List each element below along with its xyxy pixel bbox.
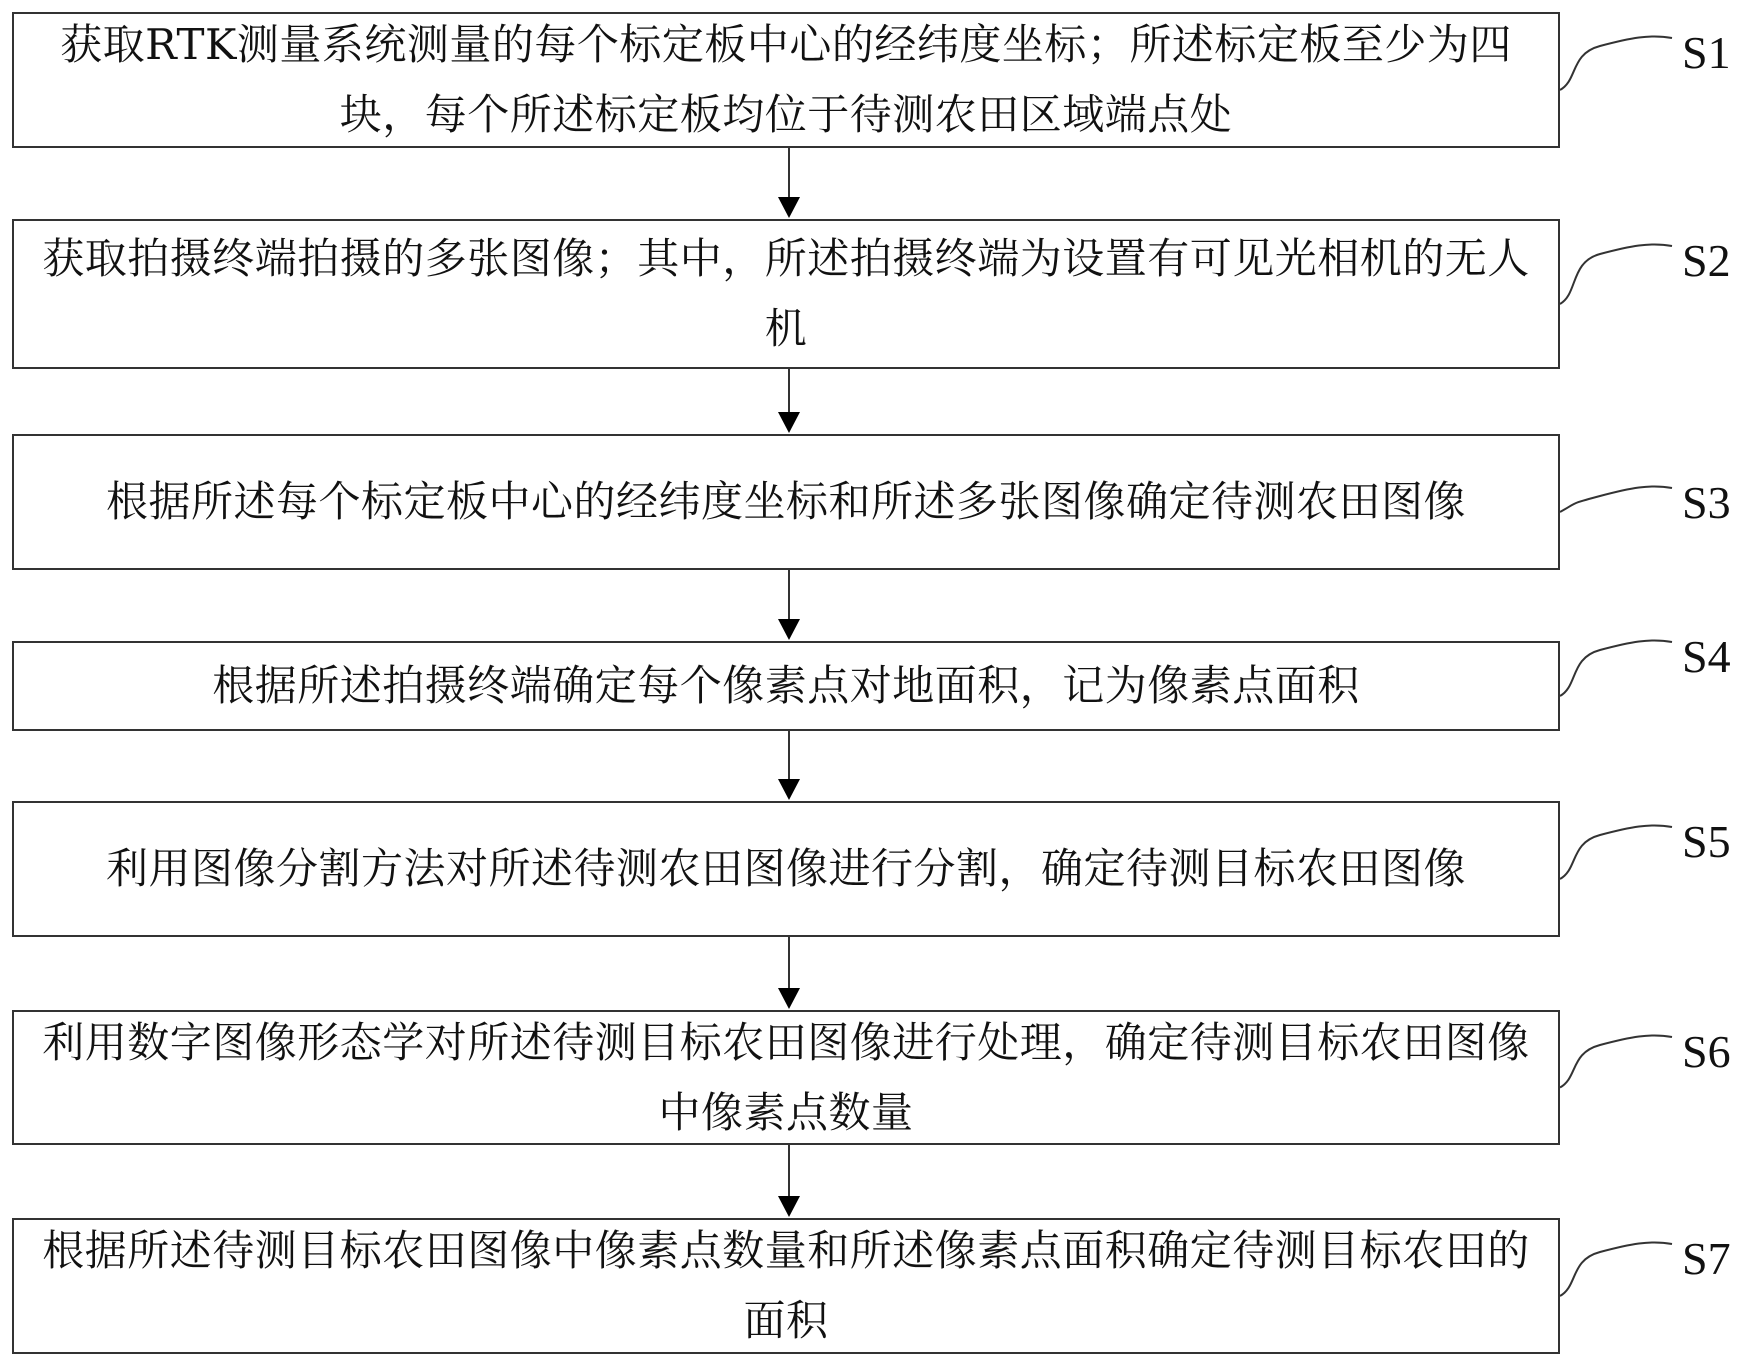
- step-label-s5: S5: [1682, 816, 1731, 867]
- step-box-s5: [12, 801, 1560, 937]
- step-box-s4: [12, 641, 1560, 731]
- leader-line-s5: [1560, 825, 1672, 879]
- step-text-s7: 根据所述待测目标农田图像中像素点数量和所述像素点面积确定待测目标农田的面积: [42, 1226, 1530, 1345]
- step-text-s6: 利用数字图像形态学对所述待测目标农田图像进行处理，确定待测目标农田图像中像素点数量: [42, 1017, 1530, 1137]
- step-text-s5: 利用图像分割方法对所述待测农田图像进行分割，确定待测目标农田图像: [105, 844, 1466, 893]
- arrow-head-5-6: [778, 988, 800, 1009]
- step-box-s2: [12, 219, 1560, 369]
- step-label-s4: S4: [1682, 631, 1731, 682]
- arrow-head-2-3: [778, 412, 800, 433]
- arrow-head-3-4: [778, 619, 800, 640]
- leader-line-s4: [1560, 640, 1672, 696]
- step-box-s6: [12, 1010, 1560, 1145]
- step-label-s2: S2: [1682, 235, 1731, 286]
- leader-line-s1: [1560, 36, 1672, 90]
- step-label-s6: S6: [1682, 1026, 1731, 1077]
- leader-line-s2: [1560, 244, 1672, 304]
- step-box-s7: [12, 1218, 1560, 1354]
- step-text-s1: 获取RTK测量系统测量的每个标定板中心的经纬度坐标；所述标定板至少为四块，每个所述标定板均位于待测农田区域端点处: [60, 20, 1512, 139]
- step-label-s1: S1: [1682, 27, 1731, 78]
- leader-line-s7: [1560, 1242, 1672, 1296]
- leader-line-s6: [1560, 1035, 1672, 1087]
- arrow-head-4-5: [778, 779, 800, 800]
- step-label-s3: S3: [1682, 477, 1731, 528]
- arrow-head-1-2: [778, 197, 800, 218]
- step-box-s3: [12, 434, 1560, 570]
- step-text-s3: 根据所述每个标定板中心的经纬度坐标和所述多张图像确定待测农田图像: [105, 477, 1466, 526]
- step-text-s4: 根据所述拍摄终端确定每个像素点对地面积，记为像素点面积: [212, 661, 1360, 710]
- leader-line-s3: [1560, 486, 1672, 512]
- arrow-head-6-7: [778, 1196, 800, 1217]
- step-label-s7: S7: [1682, 1233, 1731, 1284]
- step-box-s1: [12, 12, 1560, 148]
- step-text-s2: 获取拍摄终端拍摄的多张图像；其中，所述拍摄终端为设置有可见光相机的无人机: [42, 234, 1530, 353]
